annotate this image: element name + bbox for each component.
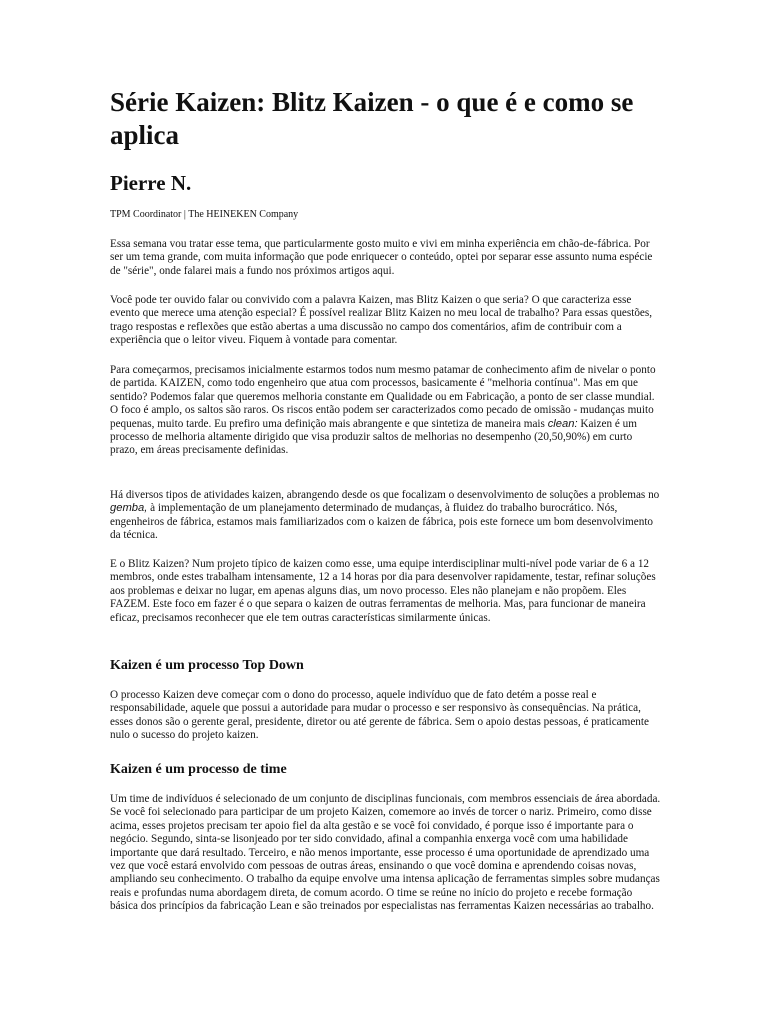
section-heading-team: Kaizen é um processo de time xyxy=(110,762,287,777)
author-role: TPM Coordinator | The HEINEKEN Company xyxy=(110,209,299,220)
emphasis-clean: clean: xyxy=(547,417,578,430)
emphasis-gemba: gemba, xyxy=(110,502,148,515)
paragraph-definition-text-end: Kaizen é um processo de melhoria altamente dirigido que visa produzir saltos de melhorias no desempenho (20,50,90%) em curto prazo, em áreas precisamente definidas. xyxy=(110,417,637,457)
section-heading-top-down: Kaizen é um processo Top Down xyxy=(110,658,304,673)
article-title: Série Kaizen: Blitz Kaizen - o que é e como se aplica xyxy=(110,87,634,150)
paragraph-types-text-end: à implementação de um planejamento determinado de mudanças, à fluidez do trabalho burocrático. Nós, engenheiros de fábrica, estamos mais familiarizados com o kaizen de fábrica, pois este fornece um bom desenvolvimento da técnica. xyxy=(110,502,654,542)
paragraph-types-text: Há diversos tipos de atividades kaizen, abrangendo desde os que focalizam o desenvolvimento de soluções a problemas no xyxy=(110,489,660,501)
paragraph-blitz-team: E o Blitz Kaizen? Num projeto típico de kaizen como esse, uma equipe interdisciplinar multi-nível pode variar de 6 a 12 membros, onde estes trabalham intensamente, 12 a 14 horas por dia para desenvolver rapidamente, testar, refinar soluções aos problemas e deixar no lugar, em apenas alguns dias, um novo processo. Eles não planejam e não propõem. Eles FAZEM. Este foco em fazer é o que separa o kaizen de outras ferramentas de melhoria. Mas, para funcionar de maneira eficaz, precisamos reconhecer que ele tem outras características similarmente únicas. xyxy=(110,558,656,624)
paragraph-top-down: O processo Kaizen deve começar com o dono do processo, aquele indivíduo que de fato detém a posse real e responsabilidade, aquele que possui a autoridade para mudar o processo e ser responsivo às consequências. Na prática, esses donos são o gerente geral, presidente, diretor ou até gerente de fábrica. Sem o apoio destas pessoas, é praticamente nulo o sucesso do projeto kaizen. xyxy=(110,689,649,742)
paragraph-blitz-question: Você pode ter ouvido falar ou convivido com a palavra Kaizen, mas Blitz Kaizen o que seria? O que caracteriza esse evento que merece uma atenção especial? É possível realizar Blitz Kaizen no meu local de trabalho? Para essas questões, trago respostas e reflexões que estão abertas a uma discussão no campo dos comentários, afim de contribuir com a experiência que o leitor viveu. Fiquem à vontade para comentar. xyxy=(110,294,653,347)
paragraph-definition-text: Para começarmos, precisamos inicialmente estarmos todos num mesmo patamar de conhecimento afim de nivelar o ponto de partida. KAIZEN, como todo engenheiro que atua com processos, basicamente é "melhoria contínua". Mas em que sentido? Podemos falar que queremos melhoria constante em Qualidade ou em Fabricação, a ponto de ser classe mundial. O foco é amplo, os saltos são raros. Os riscos então podem ser caracterizados como pecado de omissão - mudanças muito pequenas, muito tarde. Eu prefiro uma definição mais abrangente e que sintetiza de maneira mais xyxy=(110,364,656,430)
paragraph-types xyxy=(110,489,662,543)
paragraph-intro: Essa semana vou tratar esse tema, que particularmente gosto muito e vivi em minha experiência em chão-de-fábrica. Por ser um tema grande, com muita informação que pode enriquecer o conteúdo, optei por separar esse assunto numa espécie de "série", onde falarei mais a fundo nos próximos artigos aqui. xyxy=(110,238,653,277)
paragraph-definition xyxy=(110,364,662,458)
author-name: Pierre N. xyxy=(110,171,192,195)
paragraph-team: Um time de indivíduos é selecionado de um conjunto de disciplinas funcionais, com membros essenciais de área abordada. Se você foi selecionado para participar de um projeto Kaizen, comemore ao invés de torcer o nariz. Primeiro, como disse acima, esses projetos precisam ter apoio fiel da alta gestão e se você foi convidado, é porque isso é importante para o negócio. Segundo, sinta-se lisonjeado por ter sido convidado, afinal a companhia enxerga você com uma habilidade importante que dará resultado. Terceiro, e não menos importante, esse processo é uma oportunidade de aprendizado uma vez que você estará envolvido com pessoas de outras áreas, ensinando o que você domina e aprendendo coisas novas, ampliando seu conhecimento. O trabalho da equipe envolve uma intensa aplicação de ferramentas simples sobre mudanças reais e profundas numa abordagem direta, de comum acordo. O time se reúne no início do projeto e recebe formação básica dos princípios da fabricação Lean e são treinados por especialistas nas ferramentas Kaizen necessárias ao trabalho. xyxy=(110,793,661,913)
